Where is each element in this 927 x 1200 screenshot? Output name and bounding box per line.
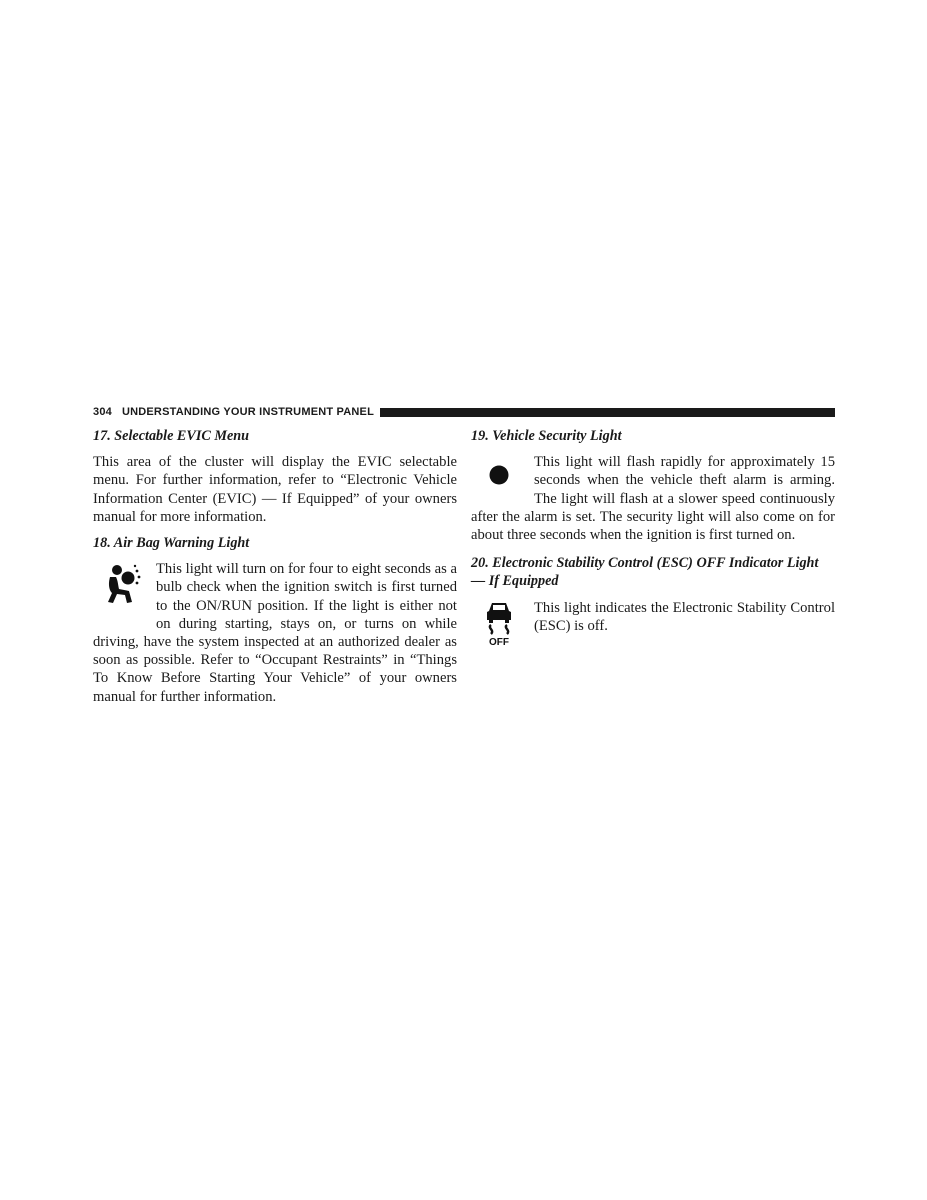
item-17-heading: 17. Selectable EVIC Menu bbox=[93, 428, 250, 444]
item-18-text: This light will turn on for four to eight seconds as a bulb check when the ignition switch is first turned to the ON/RUN position. If the light is either not on during starting, stays on, or turns on while driving, have the system inspected at an authorized dealer as soon as possible. Refer to “Occupant Restraints” in “Things To Know Before Starting Your Vehicle” of your owners manual for further information. bbox=[93, 561, 457, 705]
item-17-text: This area of the cluster will display the EVIC selectable menu. For further information, refer to “Electronic Vehicle Information Center (EVIC) — If Equipped” of your owners manual for more information. bbox=[93, 454, 457, 525]
item-19-heading: 19. Vehicle Security Light bbox=[471, 428, 622, 444]
security-light-icon bbox=[471, 453, 527, 505]
item-19-text: This light will flash rapidly for approximately 15 seconds when the vehicle theft alarm is arming. The light will flash at a slower speed continuously after the alarm is set. The security light will also come on for about three seconds when the ignition is first turned on. bbox=[471, 454, 835, 544]
item-18-block bbox=[93, 560, 457, 706]
header-rule bbox=[380, 408, 835, 417]
esc-off-icon bbox=[471, 599, 527, 651]
airbag-warning-icon bbox=[93, 560, 149, 628]
item-18-heading: 18. Air Bag Warning Light bbox=[93, 535, 250, 552]
item-20-block bbox=[471, 599, 835, 647]
item-19-block bbox=[471, 453, 835, 544]
esc-off-label: OFF bbox=[489, 636, 509, 647]
left-column bbox=[93, 427, 457, 714]
page-number: 304 bbox=[93, 406, 112, 418]
right-column bbox=[471, 427, 835, 651]
page-header bbox=[93, 404, 835, 420]
item-20-heading: 20. Electronic Stability Control (ESC) OFF Indicator Light — If Equipped bbox=[471, 555, 819, 590]
item-20-text: This light indicates the Electronic Stability Control (ESC) is off. bbox=[534, 599, 835, 634]
section-title: UNDERSTANDING YOUR INSTRUMENT PANEL bbox=[121, 406, 375, 418]
